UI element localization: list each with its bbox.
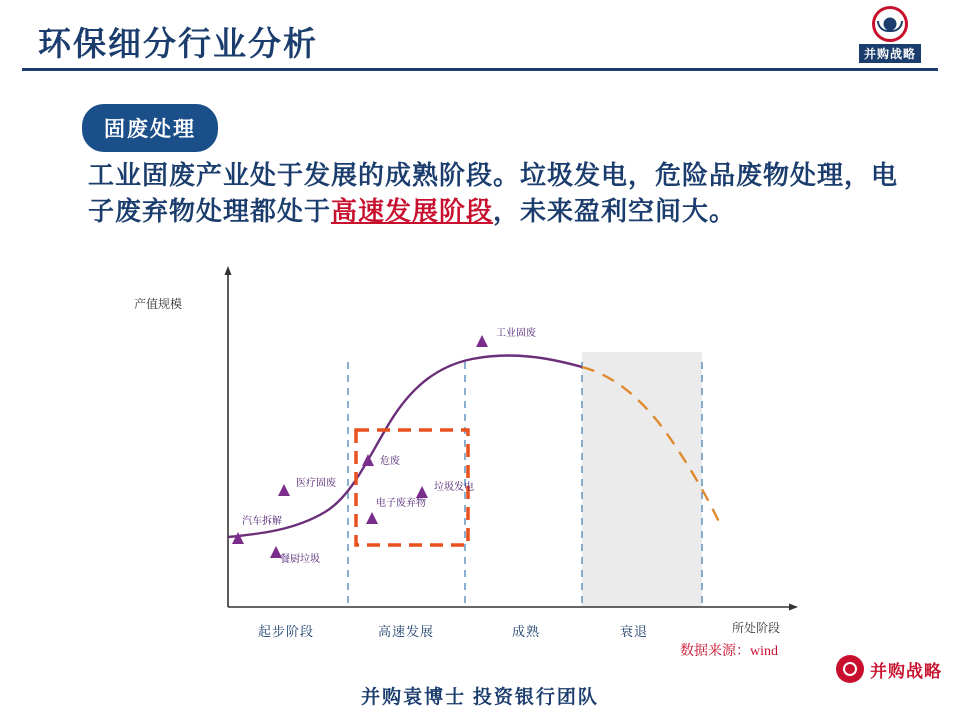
y-axis-title: 产值规模 <box>134 297 183 311</box>
body-text-part2: ，未来盈利空间大。 <box>493 197 737 226</box>
seal-icon <box>836 655 864 683</box>
brand-logo <box>842 6 938 64</box>
y-axis-arrow <box>225 266 232 275</box>
stage-tick-1: 高速发展 <box>378 624 435 639</box>
page-title: 环保细分行业分析 <box>38 27 318 63</box>
slide-footer: 并购袁博士 投资银行团队 <box>361 687 599 708</box>
marker-label-5: 汽车拆解 <box>242 516 282 527</box>
marker-e-waste <box>366 512 378 524</box>
marker-auto-dismantling <box>232 532 244 544</box>
decline-shaded-region <box>582 352 702 607</box>
marker-label-4: 医疗固废 <box>296 478 336 489</box>
marker-label-2: 垃圾发电 <box>434 482 474 493</box>
watermark-label: 并购战略 <box>870 661 942 681</box>
x-axis-arrow <box>789 604 798 611</box>
marker-label-3: 电子废弃物 <box>376 498 426 509</box>
marker-medical-waste <box>278 484 290 496</box>
logo-label: 并购战略 <box>859 44 921 63</box>
source-note: 数据来源：wind <box>680 644 778 659</box>
marker-waste-power <box>416 486 428 498</box>
marker-industrial-solid-waste <box>476 335 488 347</box>
eye-logo-icon <box>872 6 908 42</box>
stage-tick-2: 成熟 <box>512 624 541 639</box>
body-paragraph <box>88 158 898 230</box>
watermark <box>836 655 942 683</box>
marker-hazardous-waste <box>362 454 374 466</box>
lifecycle-curve <box>228 355 582 537</box>
lifecycle-chart <box>120 262 820 662</box>
stage-tick-0: 起步阶段 <box>258 624 315 639</box>
body-text-part1: 工业固废产业处于发展的成熟阶段。垃圾发电，危险品废物处理，电子废弃物处理都处于 <box>88 161 899 226</box>
marker-label-6: 餐厨垃圾 <box>280 554 320 565</box>
section-badge: 固废处理 <box>82 104 218 152</box>
x-axis-title: 所处阶段 <box>732 621 781 635</box>
header-divider <box>22 68 938 71</box>
stage-tick-3: 衰退 <box>620 624 649 639</box>
marker-label-1: 危废 <box>380 456 400 467</box>
slide-header <box>0 0 960 72</box>
marker-label-0: 工业固废 <box>496 328 536 339</box>
body-highlight: 高速发展阶段 <box>331 197 494 226</box>
chart-svg <box>120 262 820 662</box>
